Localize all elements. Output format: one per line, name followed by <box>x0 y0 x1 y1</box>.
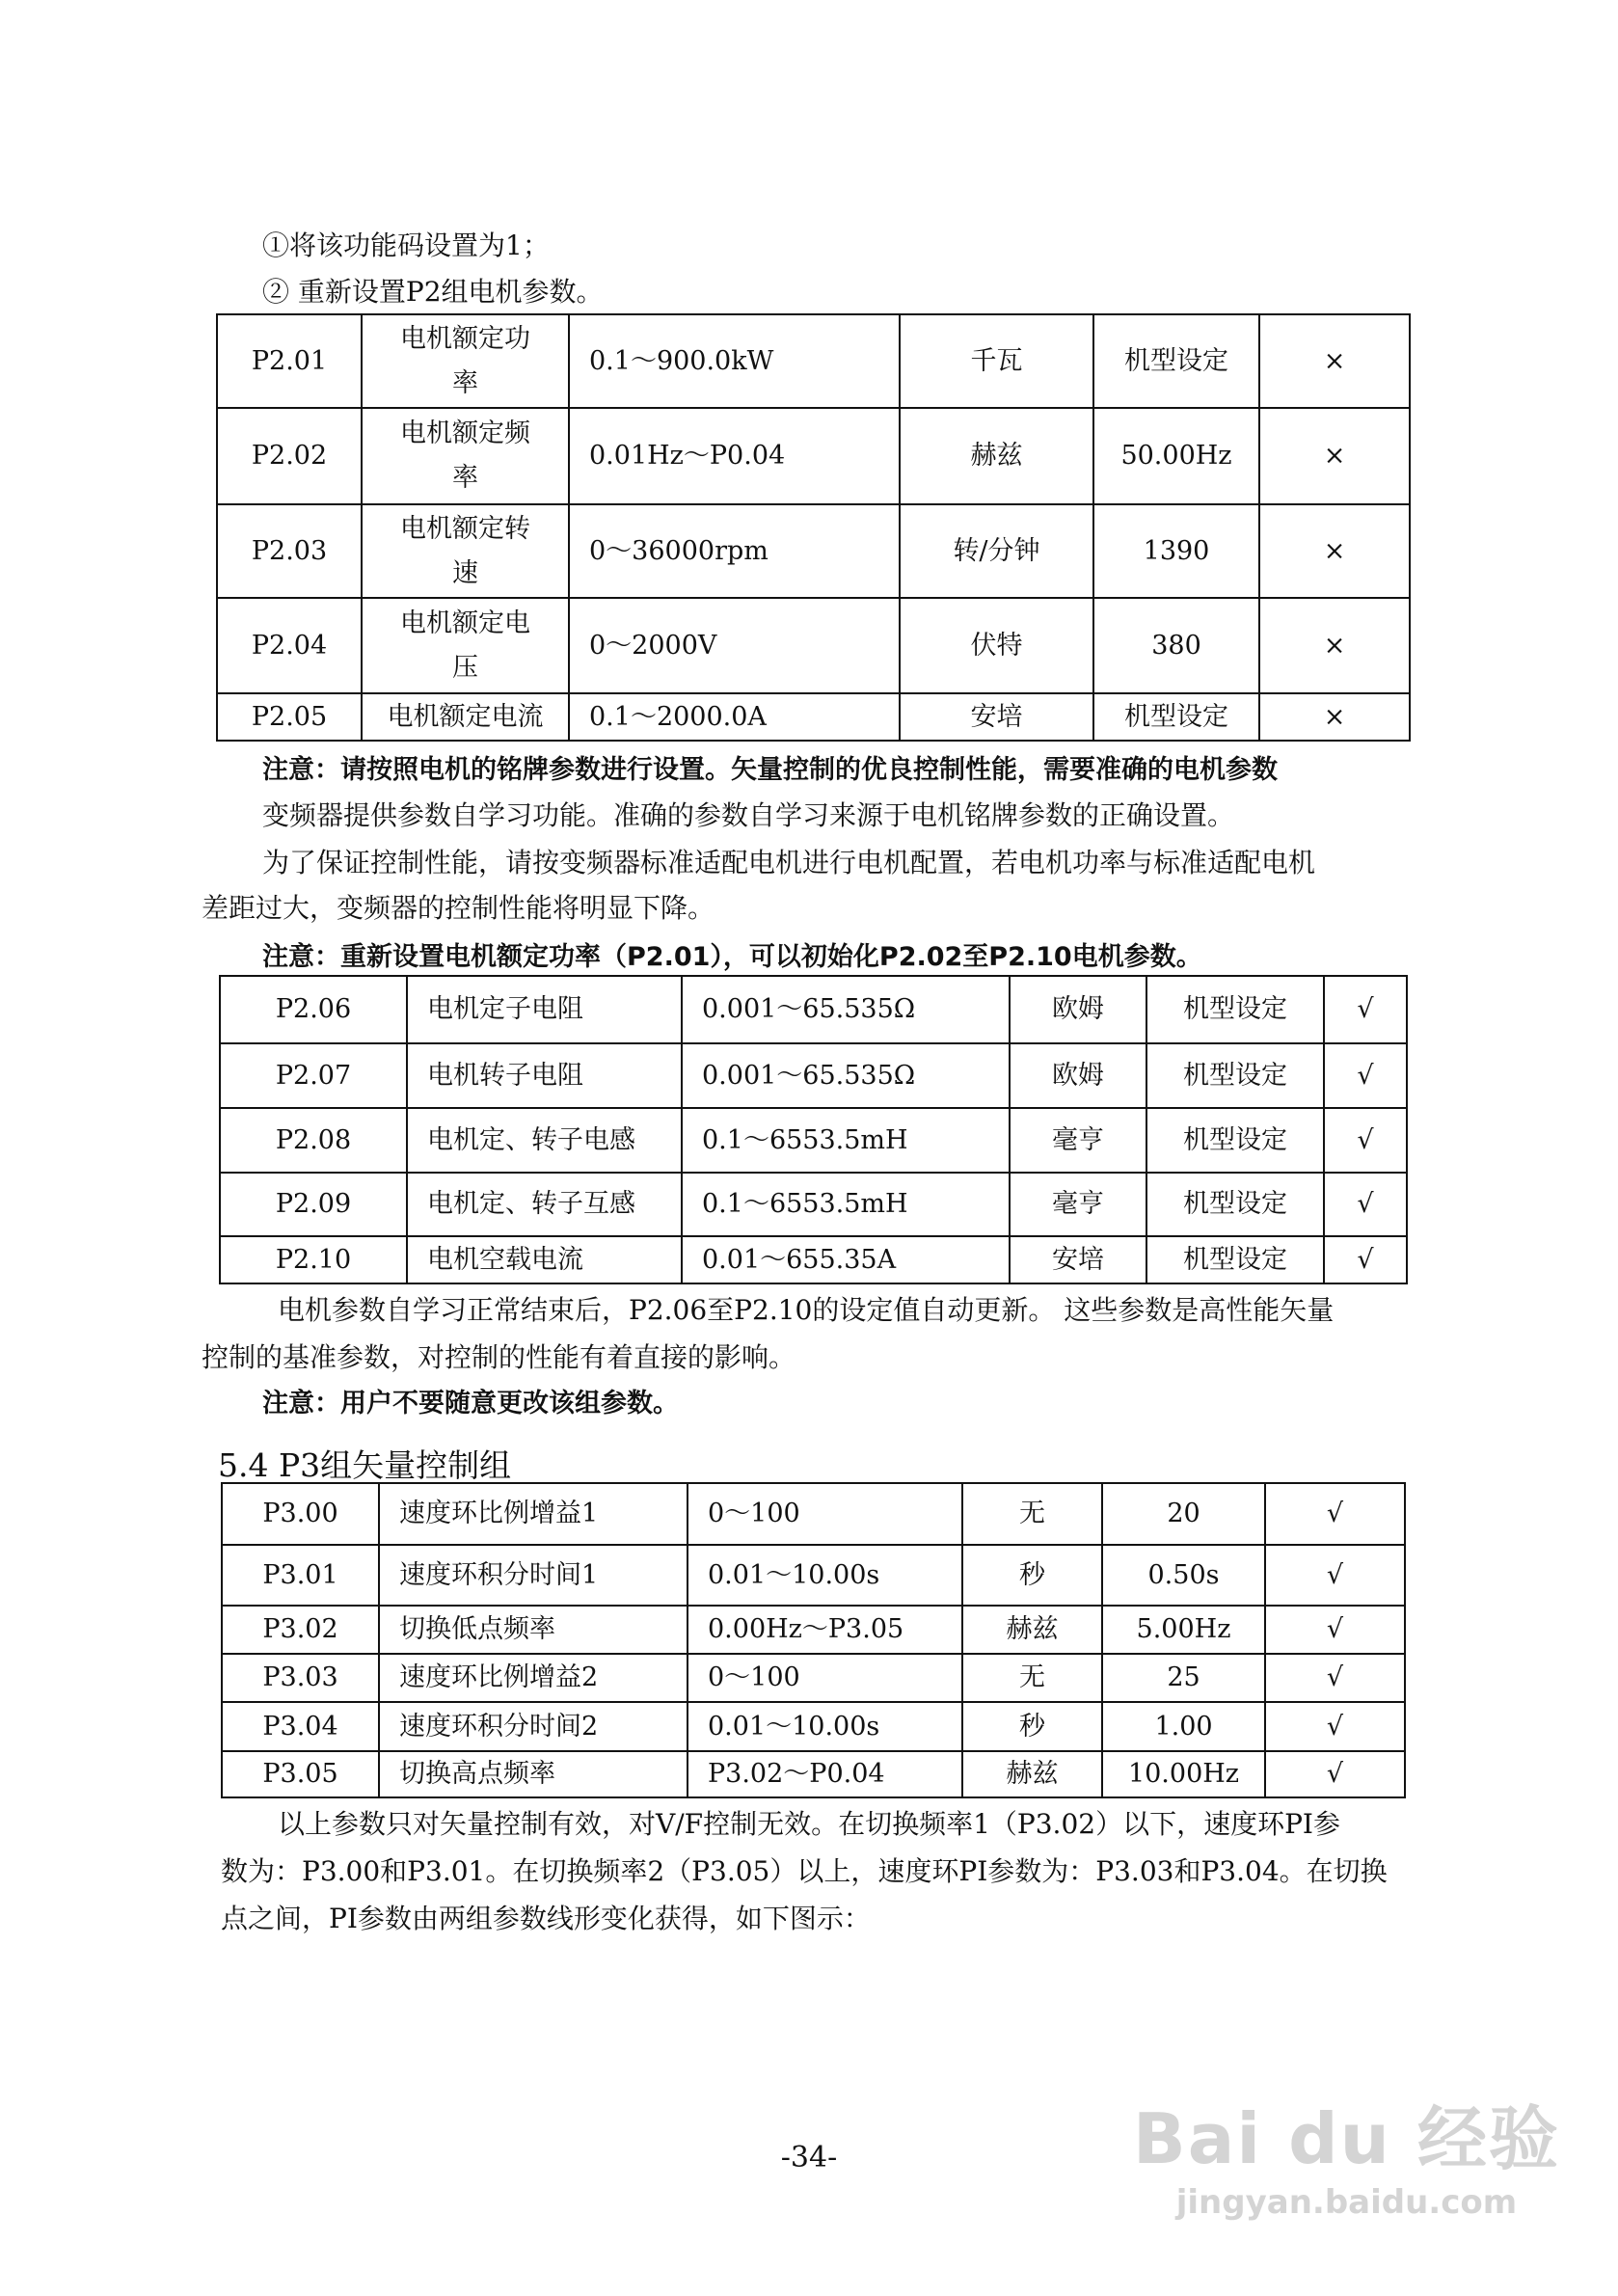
watermark-brand: Bai du 经验 <box>1132 2098 1560 2179</box>
table-cell: 秒 <box>962 1545 1102 1606</box>
table-cell: 0.1～6553.5mH <box>682 1173 1010 1236</box>
table-cell: 电机额定频率 <box>362 408 569 504</box>
paragraph: 控制的基准参数，对控制的性能有着直接的影响。 <box>202 1341 796 1373</box>
table-cell: 0.01～10.00s <box>688 1702 962 1751</box>
paragraph: 差距过大，变频器的控制性能将明显下降。 <box>202 892 715 924</box>
table-row <box>220 1236 1407 1283</box>
table-cell: 0.50s <box>1102 1545 1265 1606</box>
note-nameplate: 注意：请按照电机的铭牌参数进行设置。矢量控制的优良控制性能，需要准确的电机参数 <box>262 755 1278 785</box>
note-do-not-change: 注意：用户不要随意更改该组参数。 <box>262 1389 679 1418</box>
table-row <box>222 1702 1405 1751</box>
baidu-watermark <box>1133 2083 1560 2222</box>
table-row <box>220 976 1407 1043</box>
paragraph: 以上参数只对矢量控制有效，对V/F控制无效。在切换频率1（P3.02）以下，速度环PI参 <box>278 1808 1340 1840</box>
table-cell: 机型设定 <box>1146 976 1324 1043</box>
table-row <box>222 1654 1405 1702</box>
table-cell: P2.09 <box>220 1173 407 1236</box>
table-cell: 速度环积分时间1 <box>379 1545 688 1606</box>
table-cell: 伏特 <box>900 598 1093 693</box>
table-cell: √ <box>1265 1702 1405 1751</box>
paragraph: 为了保证控制性能，请按变频器标准适配电机进行电机配置，若电机功率与标准适配电机 <box>262 847 1316 878</box>
table-cell: 0～2000V <box>569 598 900 693</box>
table-row <box>217 408 1410 504</box>
table-cell: √ <box>1265 1483 1405 1545</box>
table-cell: 无 <box>962 1654 1102 1702</box>
table-cell: × <box>1259 693 1410 741</box>
table-cell: 毫亨 <box>1010 1108 1146 1173</box>
section-heading: 5.4 P3组矢量控制组 <box>218 1446 512 1484</box>
table-cell: 电机定、转子电感 <box>407 1108 682 1173</box>
table-cell: 无 <box>962 1483 1102 1545</box>
page-number: -34- <box>780 2141 838 2174</box>
table-cell: 电机额定电压 <box>362 598 569 693</box>
table-cell: 转/分钟 <box>900 504 1093 598</box>
table-cell: 机型设定 <box>1146 1108 1324 1173</box>
table-row <box>220 1108 1407 1173</box>
table-cell: P2.05 <box>217 693 362 741</box>
table-cell: P3.05 <box>222 1751 379 1797</box>
table-cell: 0.1～2000.0A <box>569 693 900 741</box>
table-cell: 速度环积分时间2 <box>379 1702 688 1751</box>
table-cell: √ <box>1324 1043 1407 1108</box>
table-cell: 赫兹 <box>900 408 1093 504</box>
table-cell: 电机额定电流 <box>362 693 569 741</box>
table-cell: 欧姆 <box>1010 1043 1146 1108</box>
watermark-url: jingyan.baidu.com <box>1175 2183 1518 2222</box>
paragraph: 电机参数自学习正常结束后，P2.06至P2.10的设定值自动更新。 这些参数是高性能矢量 <box>278 1294 1335 1326</box>
table-cell: 机型设定 <box>1093 693 1259 741</box>
motor-params-table-2 <box>219 975 1408 1284</box>
table-cell: 安培 <box>1010 1236 1146 1283</box>
table-cell: 赫兹 <box>962 1606 1102 1654</box>
table-row <box>217 314 1410 408</box>
table-cell: 机型设定 <box>1146 1173 1324 1236</box>
table-row <box>222 1545 1405 1606</box>
table-cell: × <box>1259 408 1410 504</box>
table-cell: 赫兹 <box>962 1751 1102 1797</box>
table-cell: 电机空载电流 <box>407 1236 682 1283</box>
table-cell: P2.10 <box>220 1236 407 1283</box>
table-cell: √ <box>1265 1654 1405 1702</box>
table-cell: × <box>1259 504 1410 598</box>
table-cell: P3.00 <box>222 1483 379 1545</box>
paragraph: 变频器提供参数自学习功能。准确的参数自学习来源于电机铭牌参数的正确设置。 <box>262 799 1235 831</box>
table-cell: 380 <box>1093 598 1259 693</box>
table-cell: 机型设定 <box>1146 1236 1324 1283</box>
table-cell: 50.00Hz <box>1093 408 1259 504</box>
table-cell: √ <box>1265 1751 1405 1797</box>
table-cell: P2.03 <box>217 504 362 598</box>
paragraph: 数为：P3.00和P3.01。在切换频率2（P3.05）以上，速度环PI参数为：P3.03和P3.04。在切换 <box>221 1855 1388 1887</box>
table-cell: P2.08 <box>220 1108 407 1173</box>
table-row <box>222 1751 1405 1797</box>
table-row <box>220 1043 1407 1108</box>
table-cell: P2.06 <box>220 976 407 1043</box>
table-cell: 电机额定功率 <box>362 314 569 408</box>
table-cell: 0.00Hz～P3.05 <box>688 1606 962 1654</box>
table-cell: 1390 <box>1093 504 1259 598</box>
table-cell: P3.01 <box>222 1545 379 1606</box>
table-cell: 0.001～65.535Ω <box>682 976 1010 1043</box>
table-cell: 欧姆 <box>1010 976 1146 1043</box>
table-cell: P2.02 <box>217 408 362 504</box>
table-cell: × <box>1259 314 1410 408</box>
intro-step-2: ② 重新设置P2组电机参数。 <box>262 276 604 308</box>
table-row <box>217 598 1410 693</box>
table-cell: 20 <box>1102 1483 1265 1545</box>
paragraph: 点之间，PI参数由两组参数线形变化获得，如下图示： <box>221 1903 871 1934</box>
table-cell: 电机额定转速 <box>362 504 569 598</box>
table-cell: √ <box>1324 976 1407 1043</box>
table-cell: P2.07 <box>220 1043 407 1108</box>
table-cell: 秒 <box>962 1702 1102 1751</box>
table-cell: 0～100 <box>688 1654 962 1702</box>
table-cell: 0.01～10.00s <box>688 1545 962 1606</box>
table-cell: 电机定子电阻 <box>407 976 682 1043</box>
table-cell: P2.01 <box>217 314 362 408</box>
table-row <box>217 693 1410 741</box>
table-cell: 安培 <box>900 693 1093 741</box>
table-row <box>222 1483 1405 1545</box>
table-cell: 0.001～65.535Ω <box>682 1043 1010 1108</box>
table-cell: P3.02 <box>222 1606 379 1654</box>
table-cell: √ <box>1265 1606 1405 1654</box>
table-cell: 毫亨 <box>1010 1173 1146 1236</box>
table-cell: √ <box>1324 1236 1407 1283</box>
note-reset-power: 注意：重新设置电机额定功率（P2.01），可以初始化P2.02至P2.10电机参数。 <box>262 942 1202 972</box>
table-cell: P2.04 <box>217 598 362 693</box>
table-cell: 0～36000rpm <box>569 504 900 598</box>
table-cell: 电机转子电阻 <box>407 1043 682 1108</box>
table-cell: 切换低点频率 <box>379 1606 688 1654</box>
table-cell: 25 <box>1102 1654 1265 1702</box>
table-cell: P3.04 <box>222 1702 379 1751</box>
table-cell: 机型设定 <box>1093 314 1259 408</box>
vector-control-table <box>221 1482 1406 1798</box>
table-cell: 10.00Hz <box>1102 1751 1265 1797</box>
table-cell: √ <box>1265 1545 1405 1606</box>
table-row <box>222 1606 1405 1654</box>
table-cell: 1.00 <box>1102 1702 1265 1751</box>
table-cell: P3.03 <box>222 1654 379 1702</box>
table-cell: P3.02～P0.04 <box>688 1751 962 1797</box>
table-cell: 速度环比例增益1 <box>379 1483 688 1545</box>
table-cell: √ <box>1324 1108 1407 1173</box>
table-cell: 切换高点频率 <box>379 1751 688 1797</box>
table-cell: √ <box>1324 1173 1407 1236</box>
table-row <box>220 1173 1407 1236</box>
table-cell: 0.01～655.35A <box>682 1236 1010 1283</box>
table-cell: 0.1～900.0kW <box>569 314 900 408</box>
intro-step-1: ①将该功能码设置为1； <box>262 230 550 261</box>
table-cell: 5.00Hz <box>1102 1606 1265 1654</box>
table-cell: 千瓦 <box>900 314 1093 408</box>
table-cell: 0.1～6553.5mH <box>682 1108 1010 1173</box>
table-cell: 电机定、转子互感 <box>407 1173 682 1236</box>
table-cell: 机型设定 <box>1146 1043 1324 1108</box>
table-cell: × <box>1259 598 1410 693</box>
motor-params-table-1 <box>216 313 1411 742</box>
table-cell: 0～100 <box>688 1483 962 1545</box>
table-cell: 速度环比例增益2 <box>379 1654 688 1702</box>
table-cell: 0.01Hz～P0.04 <box>569 408 900 504</box>
table-row <box>217 504 1410 598</box>
